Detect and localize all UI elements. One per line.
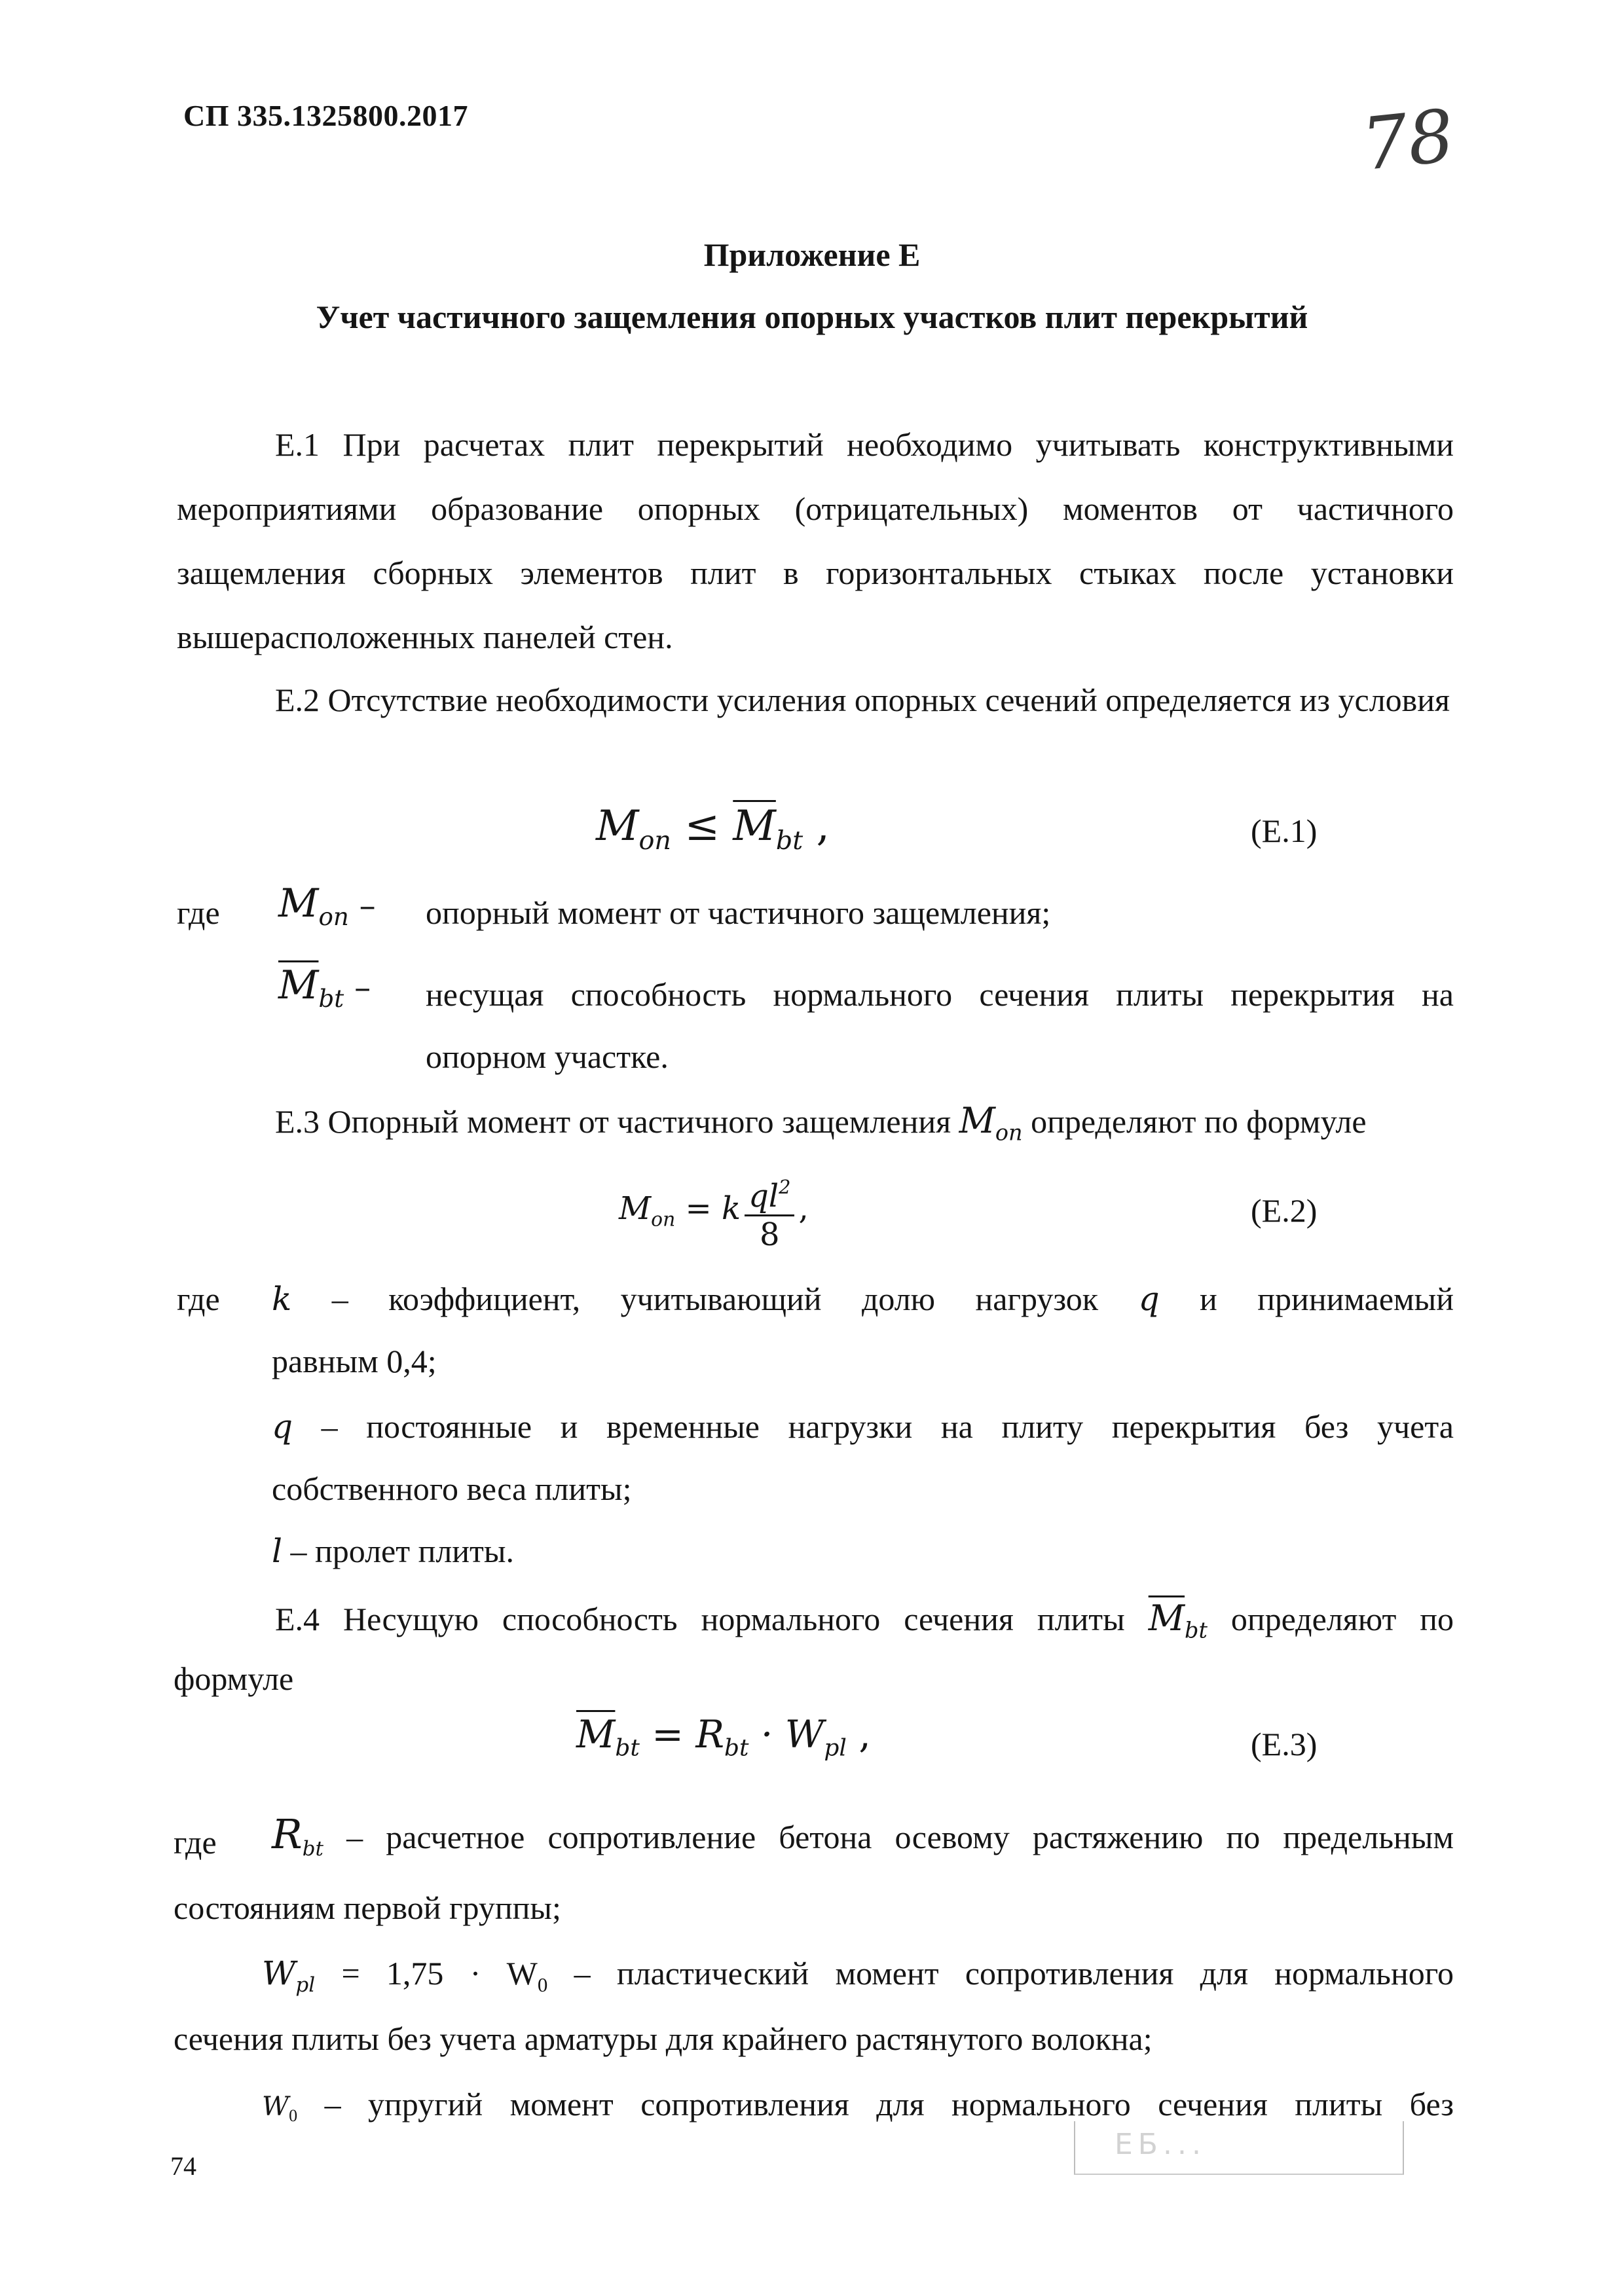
formula-e2-eq: = k bbox=[675, 1190, 741, 1228]
formula-e1-rhs: $\overline{M}$ bbox=[733, 802, 776, 850]
handwritten-page-number: 78 bbox=[1357, 94, 1458, 187]
where-e2-sym-2: l bbox=[272, 1532, 282, 1570]
where-e2-sym-1: q bbox=[272, 1408, 293, 1446]
where-e1-cont-1: опорном участке. bbox=[426, 1038, 669, 1075]
page-number: 74 bbox=[170, 2151, 196, 2181]
document-code: СП 335.1325800.2017 bbox=[183, 99, 468, 132]
where-e3-cont-1: сечения плиты без учета арматуры для крайнего растянутого волокна; bbox=[174, 2020, 1153, 2057]
formula-e2-num-sup: 2 bbox=[779, 1176, 791, 1198]
where-e3-text-2: – упругий момент сопротивления для нормального сечения плиты без bbox=[297, 2086, 1454, 2123]
where-e2-cont-0: равным 0,4; bbox=[272, 1343, 437, 1379]
paragraph-e4-cont: формуле bbox=[174, 1660, 294, 1697]
formula-e2-lhs-sub: on bbox=[651, 1208, 676, 1231]
where-e3-text-0: – расчетное сопротивление бетона осевому растяжению по предельным bbox=[323, 1819, 1454, 1855]
where-e2-cont-1: собственного веса плиты; bbox=[272, 1470, 632, 1507]
formula-e3-r-sub: bt bbox=[724, 1734, 749, 1762]
paragraph-e4-symbol: $\overline{M}_{bt}$ bbox=[1148, 1597, 1208, 1643]
where-e3-text-1: – пластический момент сопротивления для нормального bbox=[547, 1955, 1454, 1992]
formula-e1-lhs: M bbox=[596, 802, 639, 850]
formula-e2-lhs: M bbox=[619, 1190, 652, 1228]
where-e3-sub-2: 0 bbox=[289, 2106, 298, 2126]
formula-e2-num: ql bbox=[748, 1178, 779, 1215]
formula-e3-lhs: $\overline{M}$ bbox=[576, 1712, 616, 1757]
where-e2-sym2-0: q bbox=[1138, 1280, 1160, 1318]
where-e1-dash-1: – bbox=[344, 968, 371, 1006]
where-e3-line-1 bbox=[262, 1954, 1454, 1997]
where-e2-text-b-0: и принимаемый bbox=[1159, 1281, 1454, 1317]
where-e3-line-2 bbox=[262, 2085, 1454, 2126]
formula-e3-w-sub: pl bbox=[824, 1734, 847, 1762]
where-e2-text-a-0: – коэффициент, учитывающий долю нагрузок bbox=[291, 1281, 1139, 1317]
where-e3-cont-0: состояниям первой группы; bbox=[174, 1889, 561, 1926]
formula-e3-lhs-sub: bt bbox=[615, 1734, 640, 1762]
paragraph-e4-text: Е.4 Несущую способность нормального сечения плиты bbox=[275, 1601, 1125, 1637]
where-e1-text-0: опорный момент от частичного защемления; bbox=[426, 894, 1051, 931]
formula-e2-den: 8 bbox=[759, 1216, 780, 1254]
where-e2-text-2: – пролет плиты. bbox=[282, 1533, 515, 1569]
formula-e3-eq: = R bbox=[639, 1712, 724, 1757]
where-e3-line-0 bbox=[272, 1810, 1454, 1861]
where-e3-sym-2: W bbox=[262, 2092, 289, 2122]
formula-e1-op: ≤ bbox=[684, 802, 720, 850]
formula-e1-tail: , bbox=[803, 802, 830, 850]
formula-e1-lhs-sub: on bbox=[638, 825, 671, 856]
where-e1-sub-0: on bbox=[318, 902, 349, 932]
paragraph-e3-symbol: $M_{on}$ bbox=[959, 1100, 1023, 1146]
where-e1-sym-1: $\overline{M}$ bbox=[278, 962, 319, 1008]
formula-e3-dot: · W bbox=[748, 1712, 824, 1757]
paragraph-e4-tail: определяют по bbox=[1230, 1601, 1454, 1637]
where-label-3: где bbox=[174, 1824, 217, 1861]
where-e1-symbol-mbt bbox=[278, 962, 371, 1013]
where-label-1: где bbox=[177, 894, 220, 931]
paragraph-e3 bbox=[275, 1100, 1367, 1146]
appendix-title: Приложение Е bbox=[703, 236, 921, 273]
stamp-box bbox=[1074, 2121, 1404, 2175]
where-label-2: где bbox=[177, 1281, 220, 1317]
equation-number-e1: (Е.1) bbox=[1251, 812, 1318, 849]
stamp-text: ЕБ... bbox=[1115, 2128, 1206, 2161]
where-e2-text-1: – постоянные и временные нагрузки на плиту перекрытия без учета bbox=[293, 1408, 1454, 1445]
where-e3-sub-0: bt bbox=[302, 1836, 323, 1861]
formula-e1-rhs-sub: bt bbox=[775, 825, 803, 856]
where-e2-sym-0: k bbox=[272, 1280, 292, 1318]
where-e3-eq-1: = 1,75 · W bbox=[315, 1955, 538, 1992]
where-e1-dash-0: – bbox=[348, 886, 376, 924]
where-e1-sym-0: M bbox=[278, 881, 319, 926]
where-e3-sub-1: pl bbox=[295, 1973, 316, 1997]
paragraph-e3-text: Е.3 Опорный момент от частичного защемления bbox=[275, 1103, 951, 1140]
where-e2-line-2 bbox=[272, 1532, 514, 1570]
where-e2-line-0 bbox=[272, 1280, 1454, 1318]
formula-e2 bbox=[619, 1169, 809, 1253]
where-e3-sub2-1: 0 bbox=[537, 1973, 548, 1996]
where-e1-symbol-mon bbox=[278, 881, 376, 931]
where-e3-sym-1: W bbox=[262, 1954, 296, 1992]
formula-e2-tail: , bbox=[798, 1190, 809, 1228]
paragraph-e1: Е.1 При расчетах плит перекрытий необходимо учитывать конструктивными мероприятиями образование опорных (отрицательных) моментов от частичного защемления сборных элементов плит в горизонтальных стыках после установки вышерасположенных панелей стен. bbox=[177, 426, 1454, 655]
where-e3-sym-0: R bbox=[272, 1810, 303, 1858]
formula-e3-tail: , bbox=[846, 1712, 871, 1757]
appendix-subtitle: Учет частичного защемления опорных участков плит перекрытий bbox=[316, 299, 1308, 335]
where-e2-line-1 bbox=[272, 1408, 1454, 1446]
paragraph-e3-tail: определяют по формуле bbox=[1031, 1103, 1367, 1140]
paragraph-e2: Е.2 Отсутствие необходимости усиления опорных сечений определяется из условия bbox=[275, 682, 1450, 718]
paragraph-e4 bbox=[275, 1597, 1454, 1643]
equation-number-e3: (Е.3) bbox=[1251, 1726, 1318, 1762]
formula-e1 bbox=[596, 802, 830, 856]
formula-e3 bbox=[576, 1712, 871, 1762]
where-e1-sub-1: bt bbox=[318, 984, 344, 1013]
where-e1-text-1: несущая способность нормального сечения плиты перекрытия на bbox=[426, 976, 1454, 1013]
formula-e2-fraction bbox=[745, 1169, 794, 1253]
equation-number-e2: (Е.2) bbox=[1251, 1192, 1318, 1229]
